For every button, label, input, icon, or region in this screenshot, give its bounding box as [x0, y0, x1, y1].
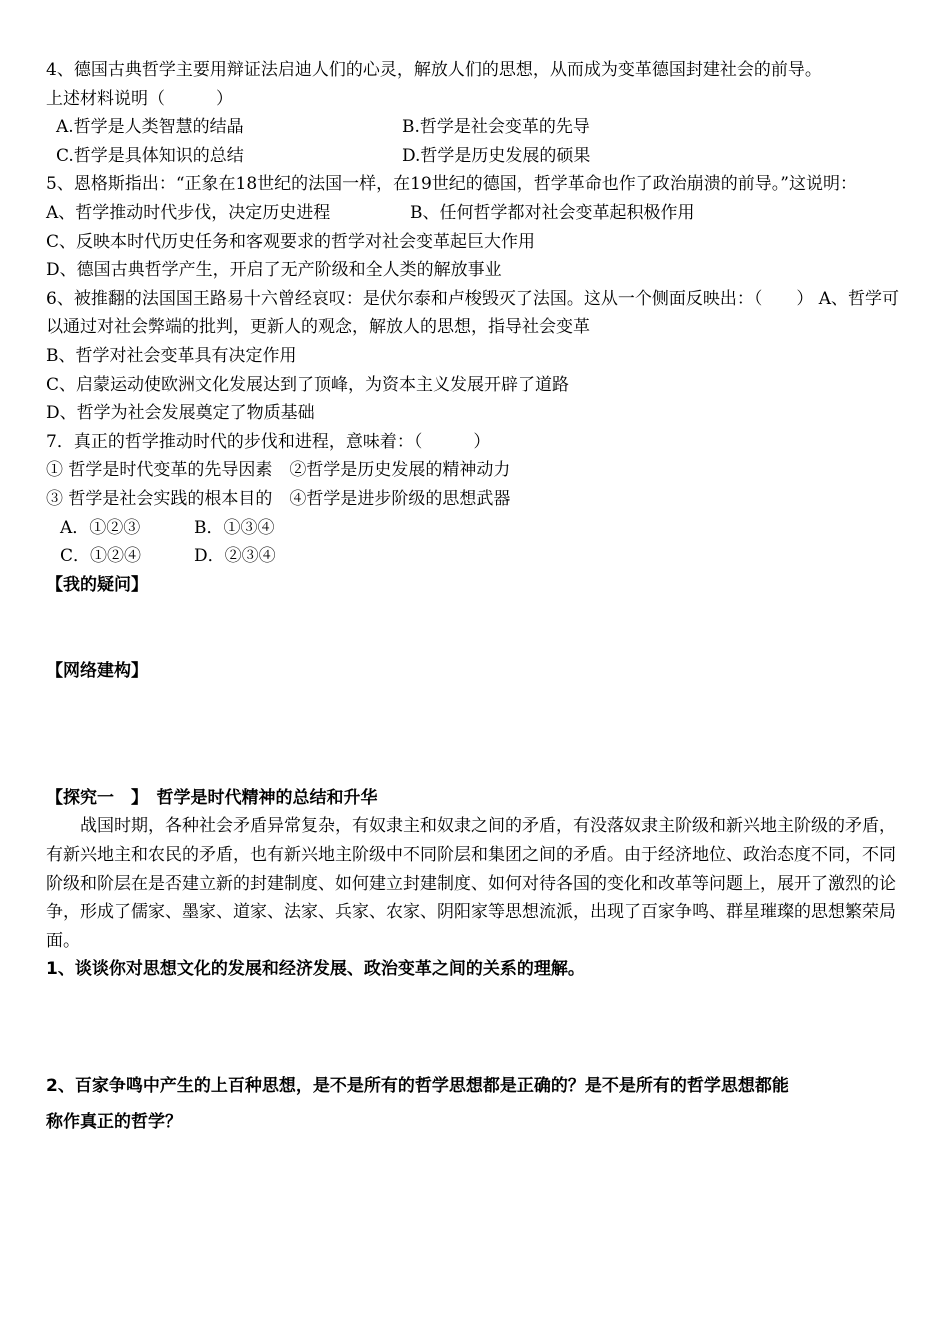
question-7-option-d: D．②③④	[194, 546, 276, 567]
question-4-option-c: C.哲学是具体知识的总结	[56, 145, 244, 166]
question-4-option-a: A.哲学是人类智慧的结晶	[56, 117, 244, 138]
question-7-items-row1: ① 哲学是时代变革的先导因素 ②哲学是历史发展的精神动力	[46, 460, 511, 481]
question-7-option-a: A．①②③	[60, 517, 141, 538]
question-6-option-b: B、哲学对社会变革具有决定作用	[46, 345, 297, 366]
question-5-option-a: A、哲学推动时代步伐，决定历史进程	[46, 202, 331, 223]
question-7-option-b: B．①③④	[194, 517, 275, 538]
question-5-options-row1	[46, 199, 906, 228]
question-5-option-b: B、任何哲学都对社会变革起积极作用	[410, 202, 695, 223]
network-blank	[46, 686, 906, 784]
question-4-prompt: 上述材料说明（ ）	[46, 88, 233, 109]
explore-question-2-line1: 2、百家争鸣中产生的上百种思想，是不是所有的哲学思想都是正确的？是不是所有的哲学思想都能	[46, 1076, 789, 1097]
question-7-option-c: C．①②④	[60, 546, 142, 567]
question-5-option-c: C、反映本时代历史任务和客观要求的哲学对社会变革起巨大作用	[46, 231, 536, 252]
question-5-option-d: D、德国古典哲学产生，开启了无产阶级和全人类的解放事业	[46, 260, 502, 281]
question-4-option-d: D.哲学是历史发展的硕果	[402, 145, 591, 166]
question-7-options-row2	[46, 542, 906, 571]
question-7-items-row2: ③ 哲学是社会实践的根本目的 ④哲学是进步阶级的思想武器	[46, 488, 511, 509]
network-heading: 【网络建构】	[46, 661, 148, 682]
explore-question-2-line2: 称作真正的哲学？	[46, 1112, 182, 1133]
my-questions-blank	[46, 599, 906, 657]
question-4-options-row1	[46, 113, 906, 142]
explore-paragraph: 战国时期，各种社会矛盾异常复杂，有奴隶主和奴隶之间的矛盾，有没落奴隶主阶级和新兴地主阶级的矛盾，有新兴地主和农民的矛盾，也有新兴地主阶级中不同阶层和集团之间的矛盾。由于经济地位、政治态度不同，不同阶级和阶层在是否建立新的封建制度、如何建立封建制度、如何对待各国的变化和改革等问题上，展开了激烈的论争，形成了儒家、墨家、道家、法家、兵家、农家、阴阳家等思想流派，出现了百家争鸣、群星璀璨的思想繁荣局面。	[46, 816, 896, 951]
question-5-text: 5、恩格斯指出：“正象在18世纪的法国一样，在19世纪的德国，哲学革命也作了政治崩溃的前导。”这说明：	[46, 174, 857, 195]
question-4-options-row2	[46, 142, 906, 171]
question-6-option-d: D、哲学为社会发展奠定了物质基础	[46, 403, 315, 424]
question-4-text: 4、德国古典哲学主要用辩证法启迪人们的心灵，解放人们的思想，从而成为变革德国封建社会的前导。	[46, 60, 822, 80]
document-page	[46, 56, 906, 1140]
question-6-option-c: C、启蒙运动使欧洲文化发展达到了顶峰，为资本主义发展开辟了道路	[46, 374, 570, 395]
my-questions-heading: 【我的疑问】	[46, 574, 148, 595]
question-6-text: 6、被推翻的法国国王路易十六曾经哀叹：是伏尔泰和卢梭毁灭了法国。这从一个侧面反映出：（ ） A、哲学可以通过对社会弊端的批判，更新人的观念，解放人的思想，指导社会变革	[46, 288, 899, 338]
answer-blank-1	[46, 984, 906, 1068]
explore-question-1: 1、谈谈你对思想文化的发展和经济发展、政治变革之间的关系的理解。	[46, 959, 585, 980]
question-7-text: 7．真正的哲学推动时代的步伐和进程，意味着：（ ）	[46, 431, 491, 452]
question-4-option-b: B.哲学是社会变革的先导	[402, 117, 590, 138]
question-7-options-row1	[46, 514, 906, 543]
explore-one-heading: 【探究一 】 哲学是时代精神的总结和升华	[46, 787, 378, 808]
